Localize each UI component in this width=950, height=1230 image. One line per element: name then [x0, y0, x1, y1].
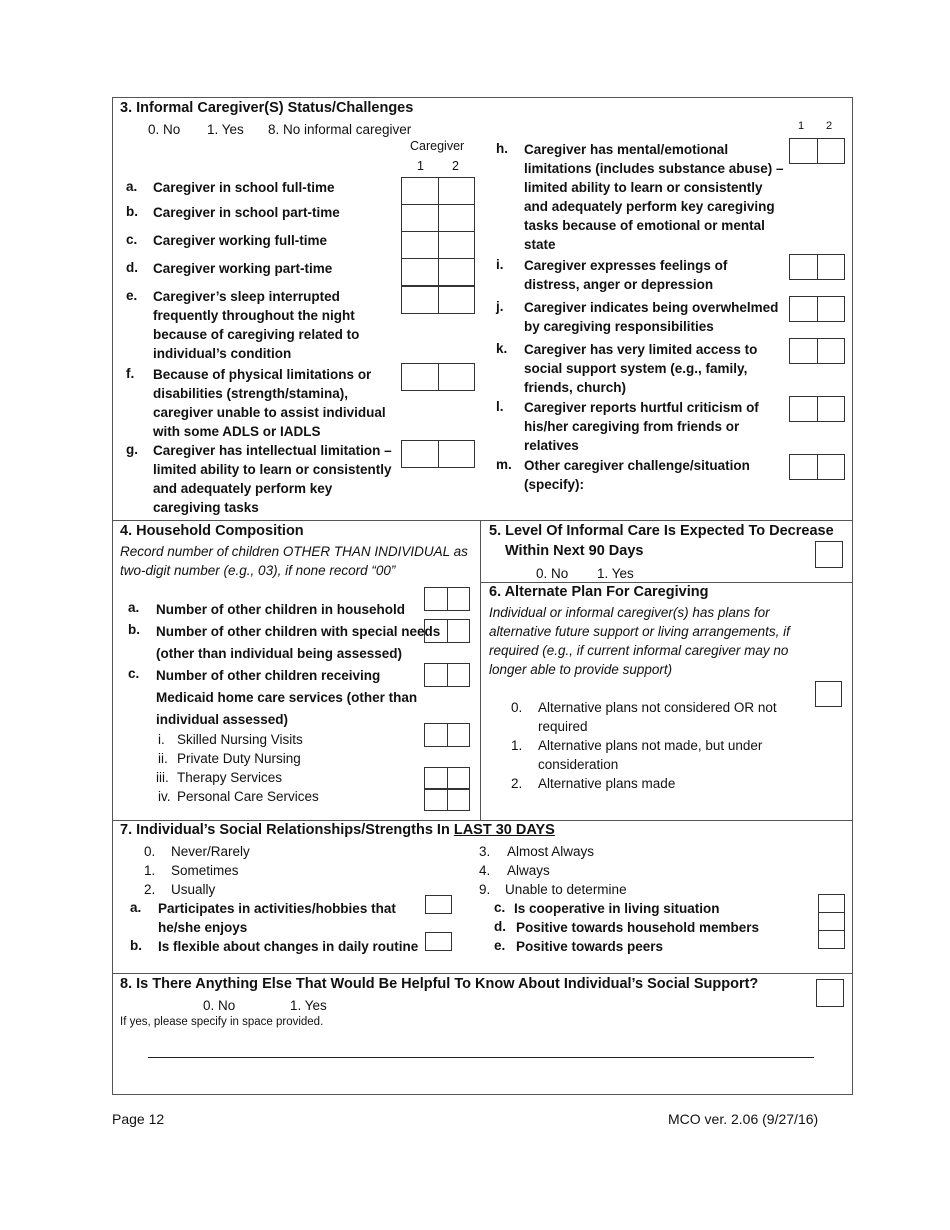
s3-item-a-letter: a.	[126, 179, 138, 194]
s7-scale-4-num: 4.	[479, 863, 491, 878]
s3-item-a-text: Caregiver in school full-time	[153, 180, 335, 195]
s6-option-2-num: 2.	[511, 776, 523, 791]
s3-h-boxes[interactable]	[789, 138, 845, 164]
s7-scale-9-text: Unable to determine	[505, 882, 627, 897]
s7-a-box[interactable]	[425, 895, 452, 914]
s4-item-c-letter: c.	[128, 666, 140, 681]
s4-sub-iv-boxes[interactable]	[424, 789, 470, 811]
s3-j-boxes[interactable]	[789, 296, 845, 322]
s7-item-c-letter: c.	[494, 900, 506, 915]
s3-b-boxes[interactable]	[401, 204, 475, 232]
s3-right-col-1: 1	[798, 120, 805, 132]
s6-instructions: Individual or informal caregiver(s) has plans for alternative future support or living arrangements, if required (e.g., if current informal caregiver may no longer able to provide support)	[489, 605, 790, 677]
footer-page: Page 12	[112, 1111, 165, 1127]
s7-item-e-text: Positive towards peers	[516, 939, 664, 954]
s3-i-box-2[interactable]	[818, 254, 846, 280]
s4-b-boxes[interactable]	[424, 619, 470, 643]
s3-item-k-text: Caregiver has very limited access to social support system (e.g., family, friends, church)	[524, 342, 758, 395]
s8-specify-line[interactable]	[148, 1057, 814, 1058]
s3-item-i-letter: i.	[496, 257, 504, 272]
s3-k-box-1[interactable]	[789, 338, 818, 364]
s6-option-0-num: 0.	[511, 700, 523, 715]
s3-title: 3. Informal Caregiver(S) Status/Challenges	[120, 100, 414, 116]
s7-item-a-text: Participates in activities/hobbies that he/she enjoys	[158, 901, 396, 935]
s5-title-line2: Within Next 90 Days	[505, 543, 644, 559]
s7-d-box[interactable]	[818, 912, 845, 931]
s7-scale-4-text: Always	[507, 863, 550, 878]
s7-scale-0-num: 0.	[144, 844, 156, 859]
s6-option-1-num: 1.	[511, 738, 523, 753]
s3-item-h-letter: h.	[496, 141, 508, 156]
s4-a-box-2[interactable]	[448, 587, 471, 611]
s7-title	[120, 822, 555, 838]
s3-item-j-text: Caregiver indicates being overwhelmed by caregiving responsibilities	[524, 300, 779, 334]
s3-item-c-text: Caregiver working full-time	[153, 233, 328, 248]
s3-c-box-2[interactable]	[439, 231, 476, 259]
s4-item-a-text: Number of other children in household	[156, 602, 406, 617]
s7-scale-3-text: Almost Always	[507, 844, 595, 859]
s3-g-box-2[interactable]	[439, 440, 476, 468]
s4-item-c-text: Number of other children receiving Medicaid home care services (other than individual assessed)	[156, 668, 418, 727]
s4-a-box-1[interactable]	[424, 587, 448, 611]
s6-option-2-text: Alternative plans made	[538, 776, 676, 791]
s3-a-boxes[interactable]	[401, 177, 475, 205]
s3-item-h-text: Caregiver has mental/emotional limitations (includes substance abuse) – limited ability to learn or consistently and adequately perform key caregiving tasks because of emotional or mental state	[524, 142, 784, 252]
s4-sub-ii-text: Private Duty Nursing	[177, 751, 301, 766]
s3-e-boxes[interactable]	[401, 286, 475, 314]
s3-a-box-1[interactable]	[401, 177, 439, 205]
s5-option-1: 1. Yes	[597, 566, 634, 581]
s7-item-b-letter: b.	[130, 938, 142, 953]
s3-item-l-letter: l.	[496, 399, 504, 414]
s3-d-box-2[interactable]	[439, 258, 476, 286]
s4-sub-iii-num: iii.	[156, 770, 169, 785]
s4-a-boxes[interactable]	[424, 587, 470, 611]
s3-f-boxes[interactable]	[401, 363, 475, 391]
s4-c-box-2[interactable]	[448, 663, 471, 687]
s4-sub-iv-box-2[interactable]	[448, 789, 471, 811]
s7-title-underlined: LAST 30 DAYS	[453, 822, 555, 838]
s4-sub-iii-boxes[interactable]	[424, 767, 470, 789]
s6-title: 6. Alternate Plan For Caregiving	[489, 584, 709, 600]
s4-item-b-letter: b.	[128, 622, 140, 637]
s3-caregiver-header: Caregiver	[410, 139, 465, 153]
s3-item-m-text: Other caregiver challenge/situation (specify):	[524, 458, 750, 492]
s3-e-box-2[interactable]	[439, 286, 476, 314]
s8-answer-box[interactable]	[816, 979, 844, 1007]
s8-note: If yes, please specify in space provided.	[120, 1016, 324, 1028]
s4-c-box-1[interactable]	[424, 663, 448, 687]
s3-item-j-letter: j.	[496, 299, 504, 314]
s4-sub-i-box-2[interactable]	[448, 723, 471, 747]
s3-option-8: 8. No informal caregiver	[268, 122, 412, 137]
s3-item-f-text: Because of physical limitations or disabilities (strength/stamina), caregiver unable to assist individual with some ADLS or IADLS	[153, 367, 386, 439]
s7-item-b-text: Is flexible about changes in daily routine	[158, 939, 419, 954]
s4-title: 4. Household Composition	[120, 523, 304, 539]
s3-f-box-1[interactable]	[401, 363, 439, 391]
s4-sub-iii-box-1[interactable]	[424, 767, 448, 789]
s3-item-b-text: Caregiver in school part-time	[153, 205, 340, 220]
s7-item-c-text: Is cooperative in living situation	[514, 901, 720, 916]
s3-item-g-text: Caregiver has intellectual limitation – limited ability to learn or consistently and adequately perform key caregiving tasks	[153, 443, 392, 515]
s3-a-box-2[interactable]	[439, 177, 476, 205]
s4-c-boxes[interactable]	[424, 663, 470, 687]
s3-item-f-letter: f.	[126, 366, 135, 381]
s3-i-box-1[interactable]	[789, 254, 818, 280]
s3-b-box-2[interactable]	[439, 204, 476, 232]
s3-l-box-2[interactable]	[818, 396, 846, 422]
s4-item-a-letter: a.	[128, 600, 140, 615]
s4-sub-ii-num: ii.	[158, 751, 168, 766]
s3-g-boxes[interactable]	[401, 440, 475, 468]
s3-item-g-letter: g.	[126, 442, 138, 457]
s3-col-1: 1	[417, 159, 424, 173]
s3-h-box-2[interactable]	[818, 138, 846, 164]
s4-instructions: Record number of children OTHER THAN INDIVIDUAL as two-digit number (e.g., 03), if none record “00”	[120, 544, 468, 578]
divider-s7-bottom	[112, 973, 853, 974]
footer-version: MCO ver. 2.06 (9/27/16)	[668, 1111, 819, 1127]
divider-s3-bottom	[112, 520, 853, 521]
s3-e-box-1[interactable]	[401, 286, 439, 314]
s7-scale-9-num: 9.	[479, 882, 491, 897]
s3-item-c-letter: c.	[126, 232, 138, 247]
s3-item-m-letter: m.	[496, 457, 512, 472]
s4-sub-i-text: Skilled Nursing Visits	[177, 732, 303, 747]
s7-title-prefix: 7. Individual’s Social Relationships/Strengths In	[120, 822, 454, 838]
s3-item-e-text: Caregiver’s sleep interrupted frequently throughout the night because of caregiving related to individual’s condition	[153, 289, 360, 361]
s3-item-b-letter: b.	[126, 204, 138, 219]
s3-c-boxes[interactable]	[401, 231, 475, 259]
s7-scale-2-num: 2.	[144, 882, 156, 897]
s3-d-box-1[interactable]	[401, 258, 439, 286]
s7-item-d-letter: d.	[494, 919, 506, 934]
s3-item-i-text: Caregiver expresses feelings of distress, anger or depression	[524, 258, 728, 292]
s6-answer-box[interactable]	[815, 681, 842, 707]
s4-sub-iv-num: iv.	[158, 789, 171, 804]
s7-scale-1-num: 1.	[144, 863, 156, 878]
s3-item-l-text: Caregiver reports hurtful criticism of his/her caregiving from friends or relatives	[524, 400, 759, 453]
s3-item-d-letter: d.	[126, 260, 138, 275]
s4-b-box-2[interactable]	[448, 619, 471, 643]
s3-k-boxes[interactable]	[789, 338, 845, 364]
s4-item-b-text: Number of other children with special needs (other than individual being assessed)	[156, 624, 441, 661]
s3-m-boxes[interactable]	[789, 454, 845, 480]
s3-c-box-1[interactable]	[401, 231, 439, 259]
s3-item-e-letter: e.	[126, 288, 138, 303]
s3-h-box-1[interactable]	[789, 138, 818, 164]
s8-option-1: 1. Yes	[290, 998, 327, 1013]
s4-sub-i-num: i.	[158, 732, 165, 747]
s3-f-box-2[interactable]	[439, 363, 476, 391]
s7-item-a-letter: a.	[130, 900, 142, 915]
s3-b-box-1[interactable]	[401, 204, 439, 232]
s7-scale-2-text: Usually	[171, 882, 216, 897]
s4-sub-iv-box-1[interactable]	[424, 789, 448, 811]
s4-sub-iii-text: Therapy Services	[177, 770, 283, 785]
s3-j-box-2[interactable]	[818, 296, 846, 322]
divider-s6-bottom	[112, 820, 853, 821]
s5-title-line1: 5. Level Of Informal Care Is Expected To Decrease	[489, 523, 834, 539]
s6-option-1-text: Alternative plans not made, but under consideration	[538, 738, 763, 772]
s8-option-0: 0. No	[203, 998, 236, 1013]
s3-item-k-letter: k.	[496, 341, 508, 356]
s5-answer-box[interactable]	[815, 541, 843, 568]
s4-sub-i-box-1[interactable]	[424, 723, 448, 747]
s3-l-box-1[interactable]	[789, 396, 818, 422]
s7-item-d-text: Positive towards household members	[516, 920, 760, 935]
s3-i-boxes[interactable]	[789, 254, 845, 280]
s5-option-0: 0. No	[536, 566, 569, 581]
s7-b-box[interactable]	[425, 932, 452, 951]
s7-c-box[interactable]	[818, 894, 845, 913]
s3-option-0: 0. No	[148, 122, 181, 137]
s3-m-box-2[interactable]	[818, 454, 846, 480]
s7-item-e-letter: e.	[494, 938, 506, 953]
s3-item-d-text: Caregiver working part-time	[153, 261, 333, 276]
s7-e-box[interactable]	[818, 930, 845, 949]
s3-option-1: 1. Yes	[207, 122, 244, 137]
s3-right-col-2: 2	[826, 120, 833, 132]
s3-col-2: 2	[452, 159, 459, 173]
s8-title: 8. Is There Anything Else That Would Be Helpful To Know About Individual’s Social Support?	[120, 976, 759, 992]
s3-l-boxes[interactable]	[789, 396, 845, 422]
s6-option-0-text: Alternative plans not considered OR not required	[538, 700, 777, 734]
s3-j-box-1[interactable]	[789, 296, 818, 322]
s3-d-boxes[interactable]	[401, 258, 475, 286]
s7-scale-3-num: 3.	[479, 844, 491, 859]
s3-k-box-2[interactable]	[818, 338, 846, 364]
s7-scale-0-text: Never/Rarely	[171, 844, 250, 859]
s3-m-box-1[interactable]	[789, 454, 818, 480]
s7-scale-1-text: Sometimes	[171, 863, 239, 878]
s3-g-box-1[interactable]	[401, 440, 439, 468]
s4-sub-iv-text: Personal Care Services	[177, 789, 319, 804]
s4-sub-iii-box-2[interactable]	[448, 767, 471, 789]
s4-b-box-1[interactable]	[424, 619, 448, 643]
divider-s4-s5	[480, 520, 481, 820]
s4-sub-i-boxes[interactable]	[424, 723, 470, 747]
